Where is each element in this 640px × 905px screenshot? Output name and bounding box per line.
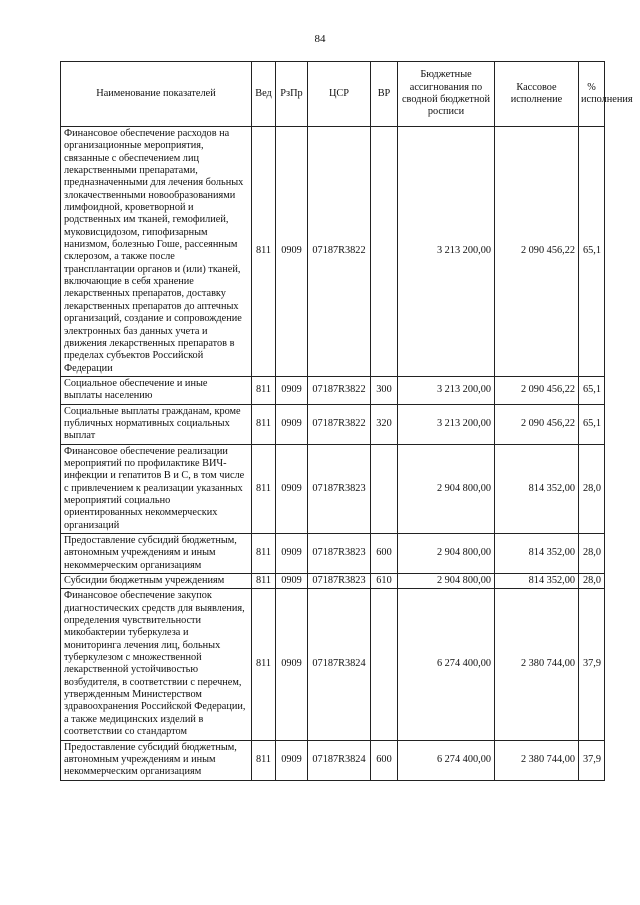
- row-vr: 610: [371, 574, 398, 589]
- row-cash: 2 380 744,00: [495, 740, 579, 780]
- row-percent: 37,9: [579, 740, 605, 780]
- row-name: Социальное обеспечение и иные выплаты населению: [61, 376, 252, 404]
- row-vr: [371, 589, 398, 740]
- table-row: [61, 376, 605, 404]
- row-vr: [371, 127, 398, 377]
- header-csr: ЦСР: [308, 62, 371, 127]
- row-csr: 07187R3823: [308, 574, 371, 589]
- row-cash: 814 352,00: [495, 534, 579, 574]
- row-csr: 07187R3822: [308, 127, 371, 377]
- row-budget: 2 904 800,00: [398, 444, 495, 533]
- row-vr: [371, 444, 398, 533]
- row-percent: 28,0: [579, 534, 605, 574]
- row-ved: 811: [252, 404, 276, 444]
- row-rzpr: 0909: [276, 127, 308, 377]
- row-ved: 811: [252, 740, 276, 780]
- row-ved: 811: [252, 534, 276, 574]
- row-percent: 28,0: [579, 574, 605, 589]
- row-csr: 07187R3823: [308, 534, 371, 574]
- table-row: [61, 589, 605, 740]
- row-ved: 811: [252, 127, 276, 377]
- row-percent: 37,9: [579, 589, 605, 740]
- table-row: [61, 740, 605, 780]
- row-name: Предоставление субсидий бюджетным, автономным учреждениям и иным некоммерческим организациям: [61, 740, 252, 780]
- row-csr: 07187R3823: [308, 444, 371, 533]
- row-budget: 3 213 200,00: [398, 376, 495, 404]
- row-name: Субсидии бюджетным учреждениям: [61, 574, 252, 589]
- row-rzpr: 0909: [276, 574, 308, 589]
- header-ved: Вед: [252, 62, 276, 127]
- row-budget: 2 904 800,00: [398, 534, 495, 574]
- row-budget: 6 274 400,00: [398, 589, 495, 740]
- row-rzpr: 0909: [276, 740, 308, 780]
- header-percent-execution: % исполнения: [579, 62, 605, 127]
- row-cash: 814 352,00: [495, 574, 579, 589]
- row-cash: 814 352,00: [495, 444, 579, 533]
- header-cash-execution: Кассовое исполнение: [495, 62, 579, 127]
- row-cash: 2 090 456,22: [495, 127, 579, 377]
- table-row: [61, 574, 605, 589]
- row-budget: 2 904 800,00: [398, 574, 495, 589]
- row-cash: 2 380 744,00: [495, 589, 579, 740]
- header-vr: ВР: [371, 62, 398, 127]
- row-budget: 3 213 200,00: [398, 404, 495, 444]
- row-percent: 65,1: [579, 404, 605, 444]
- row-ved: 811: [252, 574, 276, 589]
- table-header-row: [61, 62, 605, 127]
- row-budget: 3 213 200,00: [398, 127, 495, 377]
- row-ved: 811: [252, 589, 276, 740]
- row-rzpr: 0909: [276, 376, 308, 404]
- header-rzpr: РзПр: [276, 62, 308, 127]
- row-name: Социальные выплаты гражданам, кроме публичных нормативных социальных выплат: [61, 404, 252, 444]
- row-csr: 07187R3822: [308, 404, 371, 444]
- row-name: Финансовое обеспечение закупок диагностических средств для выявления, определения чувствительности микобактерии туберкулеза и мониторинга лечения лиц, больных туберкулезом с множественной лекарственной устойчивостью возбудителя, в соответствии с перечнем, утвержденным Министерством здравоохранения Российской Федерации, а также медицинских изделий в соответствии со стандартом: [61, 589, 252, 740]
- row-rzpr: 0909: [276, 404, 308, 444]
- row-percent: 65,1: [579, 376, 605, 404]
- row-csr: 07187R3824: [308, 740, 371, 780]
- row-vr: 600: [371, 740, 398, 780]
- row-name: Предоставление субсидий бюджетным, автономным учреждениям и иным некоммерческим организациям: [61, 534, 252, 574]
- header-name: Наименование показателей: [61, 62, 252, 127]
- row-name: Финансовое обеспечение реализации мероприятий по профилактике ВИЧ-инфекции и гепатитов B и C, в том числе с привлечением к реализации указанных мероприятий социально ориентированных некоммерческих организаций: [61, 444, 252, 533]
- row-budget: 6 274 400,00: [398, 740, 495, 780]
- row-csr: 07187R3824: [308, 589, 371, 740]
- row-rzpr: 0909: [276, 589, 308, 740]
- page-number: 84: [314, 33, 326, 45]
- row-ved: 811: [252, 444, 276, 533]
- row-ved: 811: [252, 376, 276, 404]
- table-row: [61, 444, 605, 533]
- table-row: [61, 534, 605, 574]
- table-row: [61, 404, 605, 444]
- row-vr: 600: [371, 534, 398, 574]
- row-name: Финансовое обеспечение расходов на организационные мероприятия, связанные с обеспечением лиц лекарственными препаратами, предназначенными для лечения больных злокачественными новообразованиями лимфоидной, кроветворной и родственных им тканей, гемофилией, муковисцидозом, гипофизарным нанизмом, болезнью Гоше, рассеянным склерозом, а также после трансплантации органов и (или) тканей, включающие в себя хранение лекарственных препаратов, доставку лекарственных препаратов до аптечных организаций, создание и сопровождение электронных баз данных учета и движения лекарственных препаратов в пределах субъектов Российской Федерации: [61, 127, 252, 377]
- table-row: [61, 127, 605, 377]
- row-csr: 07187R3822: [308, 376, 371, 404]
- row-rzpr: 0909: [276, 444, 308, 533]
- budget-execution-table: [60, 61, 633, 781]
- row-cash: 2 090 456,22: [495, 376, 579, 404]
- row-cash: 2 090 456,22: [495, 404, 579, 444]
- header-budget-allocations: Бюджетные ассигнования по сводной бюджетной росписи: [398, 62, 495, 127]
- row-rzpr: 0909: [276, 534, 308, 574]
- row-vr: 300: [371, 376, 398, 404]
- row-percent: 65,1: [579, 127, 605, 377]
- row-percent: 28,0: [579, 444, 605, 533]
- row-vr: 320: [371, 404, 398, 444]
